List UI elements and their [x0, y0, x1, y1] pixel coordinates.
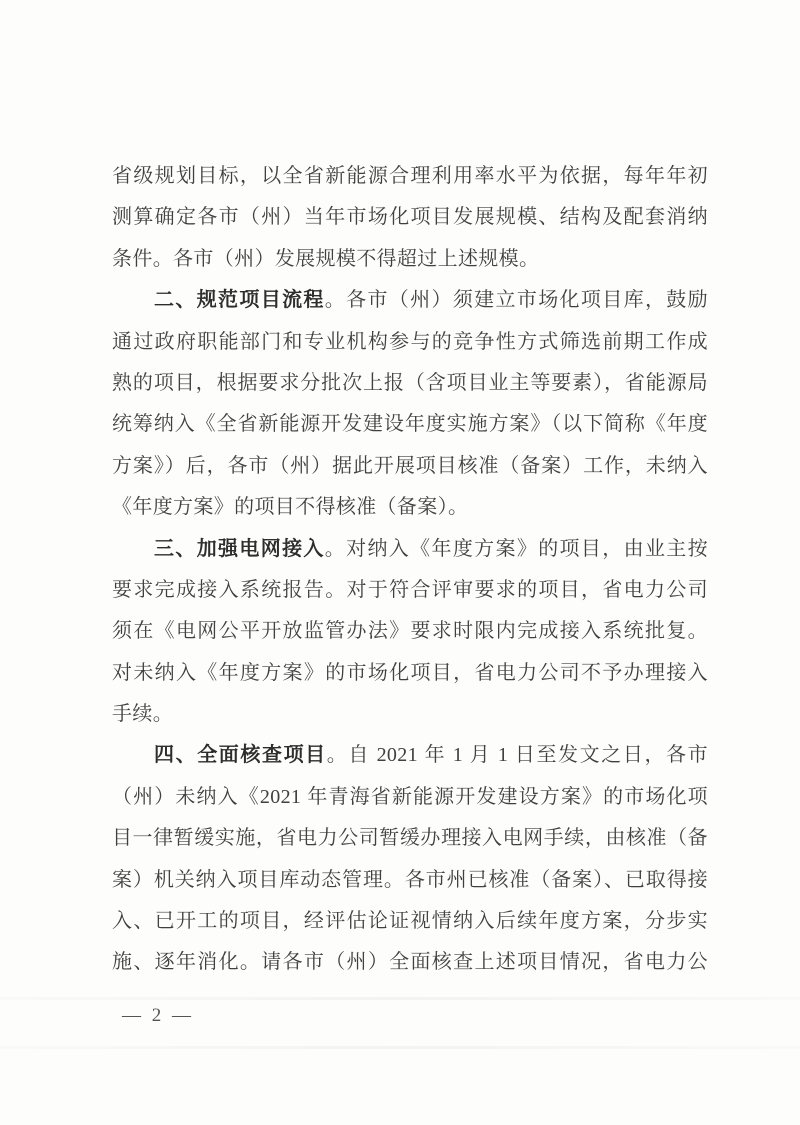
text-line	[112, 570, 708, 611]
text-line	[112, 860, 708, 901]
text-line	[112, 239, 708, 280]
page-number: — 2 —	[122, 1005, 194, 1026]
line-text: 熟的项目，根据要求分批次上报（含项目业主等要素），省能源局	[112, 371, 708, 394]
text-line	[112, 818, 708, 859]
text-line	[112, 322, 708, 363]
line-text: 手续。	[112, 703, 174, 726]
line-text: 须在《电网公平开放监管办法》要求时限内完成接入系统批复。	[112, 620, 708, 643]
line-text: 统筹纳入《全省新能源开发建设年度实施方案》（以下简称《年度	[112, 413, 708, 436]
line-text: 。各市（州）须建立市场化项目库，鼓励	[324, 289, 708, 312]
line-text: 《年度方案》的项目不得核准（备案）。	[112, 496, 469, 519]
text-line	[112, 942, 708, 983]
text-line	[112, 156, 708, 197]
text-line	[112, 694, 708, 735]
line-text: 通过政府职能部门和专业机构参与的竞争性方式筛选前期工作成	[112, 330, 708, 353]
line-text: 条件。各市（州）发展规模不得超过上述规模。	[112, 247, 540, 270]
line-text: （州）未纳入《2021 年青海省新能源开发建设方案》的市场化项	[112, 785, 708, 808]
line-text: 。自 2021 年 1 月 1 日至发文之日，各市	[326, 744, 708, 767]
line-text: 案）机关纳入项目库动态管理。各市州已核准（备案）、已取得接	[112, 868, 708, 891]
scan-artifact	[0, 1046, 800, 1049]
line-text: 。对纳入《年度方案》的项目，由业主按	[324, 537, 708, 560]
section-heading: 三、加强电网接入	[154, 537, 325, 560]
text-line	[112, 197, 708, 238]
text-line	[112, 611, 708, 652]
line-text: 测算确定各市（州）当年市场化项目发展规模、结构及配套消纳	[112, 206, 708, 229]
line-text: 对未纳入《年度方案》的市场化项目，省电力公司不予办理接入	[112, 661, 708, 684]
text-line	[112, 280, 708, 321]
line-text: 方案》）后，各市（州）据此开展项目核准（备案）工作，未纳入	[112, 454, 708, 477]
text-line	[112, 901, 708, 942]
text-line	[112, 653, 708, 694]
line-text: 施、逐年消化。请各市（州）全面核查上述项目情况，省电力公	[112, 951, 708, 974]
text-line	[112, 404, 708, 445]
line-text: 入、已开工的项目，经评估论证视情纳入后续年度方案，分步实	[112, 910, 708, 933]
document-body	[112, 156, 708, 984]
text-line	[112, 446, 708, 487]
line-text: 目一律暂缓实施，省电力公司暂缓办理接入电网手续，由核准（备	[112, 827, 708, 850]
section-heading: 二、规范项目流程	[154, 289, 325, 312]
line-text: 要求完成接入系统报告。对于符合评审要求的项目，省电力公司	[112, 578, 708, 601]
text-line	[112, 735, 708, 776]
line-text: 省级规划目标，以全省新能源合理利用率水平为依据，每年年初	[112, 165, 708, 187]
text-line	[112, 363, 708, 404]
text-line	[112, 529, 708, 570]
text-line	[112, 777, 708, 818]
text-line	[112, 487, 708, 528]
scan-artifact	[0, 997, 800, 1000]
section-heading: 四、全面核查项目	[154, 744, 327, 767]
